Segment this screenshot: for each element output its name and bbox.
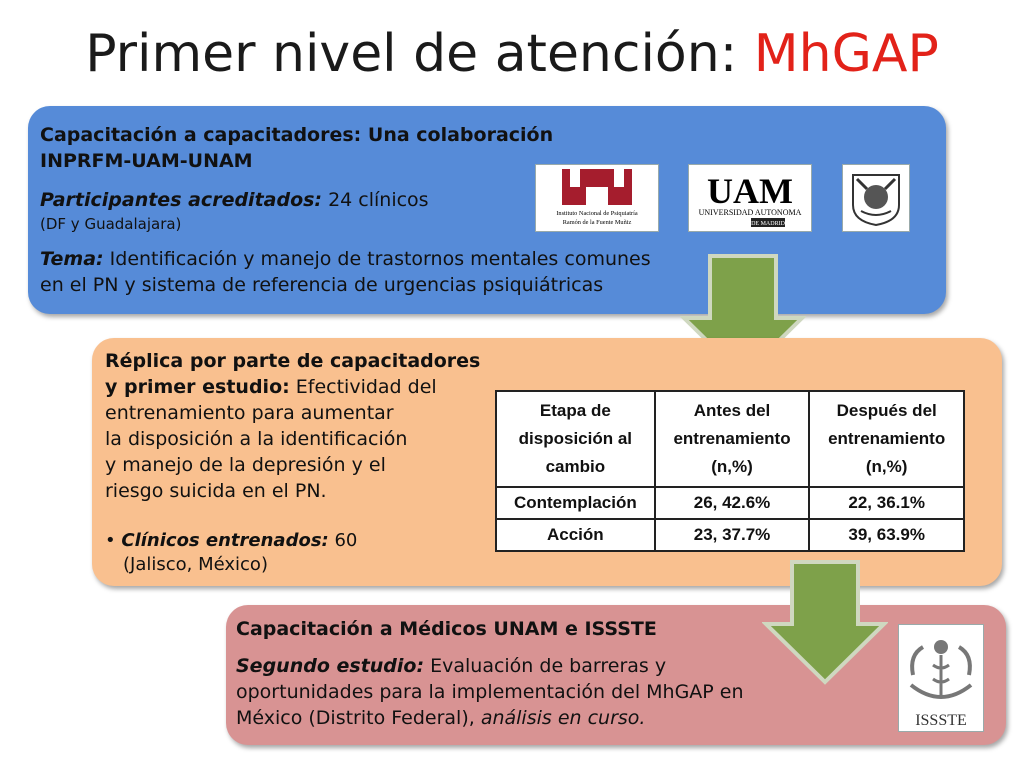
study-italic: análisis en curso. — [480, 707, 646, 729]
title-accent: MhGAP — [753, 24, 939, 84]
table-cell: Acción — [496, 519, 655, 551]
box2-bullet — [105, 528, 357, 554]
box3-text — [236, 653, 744, 731]
box1-heading-line1: Capacitación a capacitadores: Una colaboración — [40, 124, 554, 146]
issste-logo — [898, 624, 984, 732]
box2-text-line6: riesgo suicida en el PN. — [105, 480, 327, 502]
box1-participants — [40, 187, 429, 213]
table-cell: 22, 36.1% — [809, 487, 964, 519]
uam-logo-sub: UNIVERSIDAD AUTONOMA — [698, 208, 802, 217]
uam-logo-madrid: DE MADRID — [751, 221, 785, 227]
box2-heading-line2: y primer estudio: — [105, 376, 290, 398]
table-cell: Contemplación — [496, 487, 655, 519]
study-label: Segundo estudio: — [236, 655, 425, 677]
box2-text-line5: y manejo de la depresión y el — [105, 454, 386, 476]
bullet-icon: • — [105, 530, 116, 551]
bullet-note: (Jalisco, México) — [123, 554, 268, 575]
issste-logo-text: ISSSTE — [915, 712, 967, 729]
table-row — [496, 519, 964, 551]
table-row — [496, 487, 964, 519]
uam-logo — [688, 164, 812, 232]
topic-value-line2: en el PN y sistema de referencia de urgencias psiquiátricas — [40, 274, 604, 296]
participants-note: (DF y Guadalajara) — [40, 215, 182, 233]
bullet-value: 60 — [328, 530, 358, 551]
bullet-label: Clínicos entrenados: — [121, 530, 329, 551]
title-main: Primer nivel de atención: — [85, 24, 754, 84]
box1-heading — [40, 122, 553, 174]
study-line3: México (Distrito Federal), — [236, 707, 481, 729]
participants-label: Participantes acreditados: — [40, 189, 323, 211]
slide-title — [0, 18, 1024, 90]
participants-value: 24 clínicos — [322, 189, 429, 211]
unam-logo — [842, 164, 910, 232]
box2-text-line2: Efectividad del — [289, 376, 437, 398]
results-table — [495, 390, 965, 552]
inprfm-logo-text2: Ramón de la Fuente Muñiz — [562, 219, 632, 226]
topic-label: Tema: — [40, 248, 104, 270]
table-header: Etapa de disposición al cambio — [496, 391, 655, 487]
box1-heading-line2: INPRFM-UAM-UNAM — [40, 150, 253, 172]
box2-text-line3: entrenamiento para aumentar — [105, 402, 394, 424]
inprfm-logo — [535, 164, 659, 232]
table-cell: 39, 63.9% — [809, 519, 964, 551]
table-cell: 26, 42.6% — [655, 487, 810, 519]
box1-topic — [40, 246, 651, 298]
table-cell: 23, 37.7% — [655, 519, 810, 551]
box2-heading-line1: Réplica por parte de capacitadores — [105, 350, 481, 372]
box2-text — [105, 348, 480, 504]
study-line1: Evaluación de barreras y — [424, 655, 667, 677]
topic-value-line1: Identificación y manejo de trastornos mentales comunes — [103, 248, 651, 270]
uam-logo-letters: UAM — [707, 171, 793, 211]
study-line2: oportunidades para la implementación del MhGAP en — [236, 681, 744, 703]
box3-heading: Capacitación a Médicos UNAM e ISSSTE — [236, 618, 657, 640]
table-header: Después del entrenamiento (n,%) — [809, 391, 964, 487]
table-header: Antes del entrenamiento (n,%) — [655, 391, 810, 487]
box2-text-line4: la disposición a la identificación — [105, 428, 408, 450]
table-header-row — [496, 391, 964, 487]
down-arrow-icon — [762, 560, 888, 686]
inprfm-logo-text1: Instituto Nacional de Psiquiatría — [556, 210, 638, 217]
